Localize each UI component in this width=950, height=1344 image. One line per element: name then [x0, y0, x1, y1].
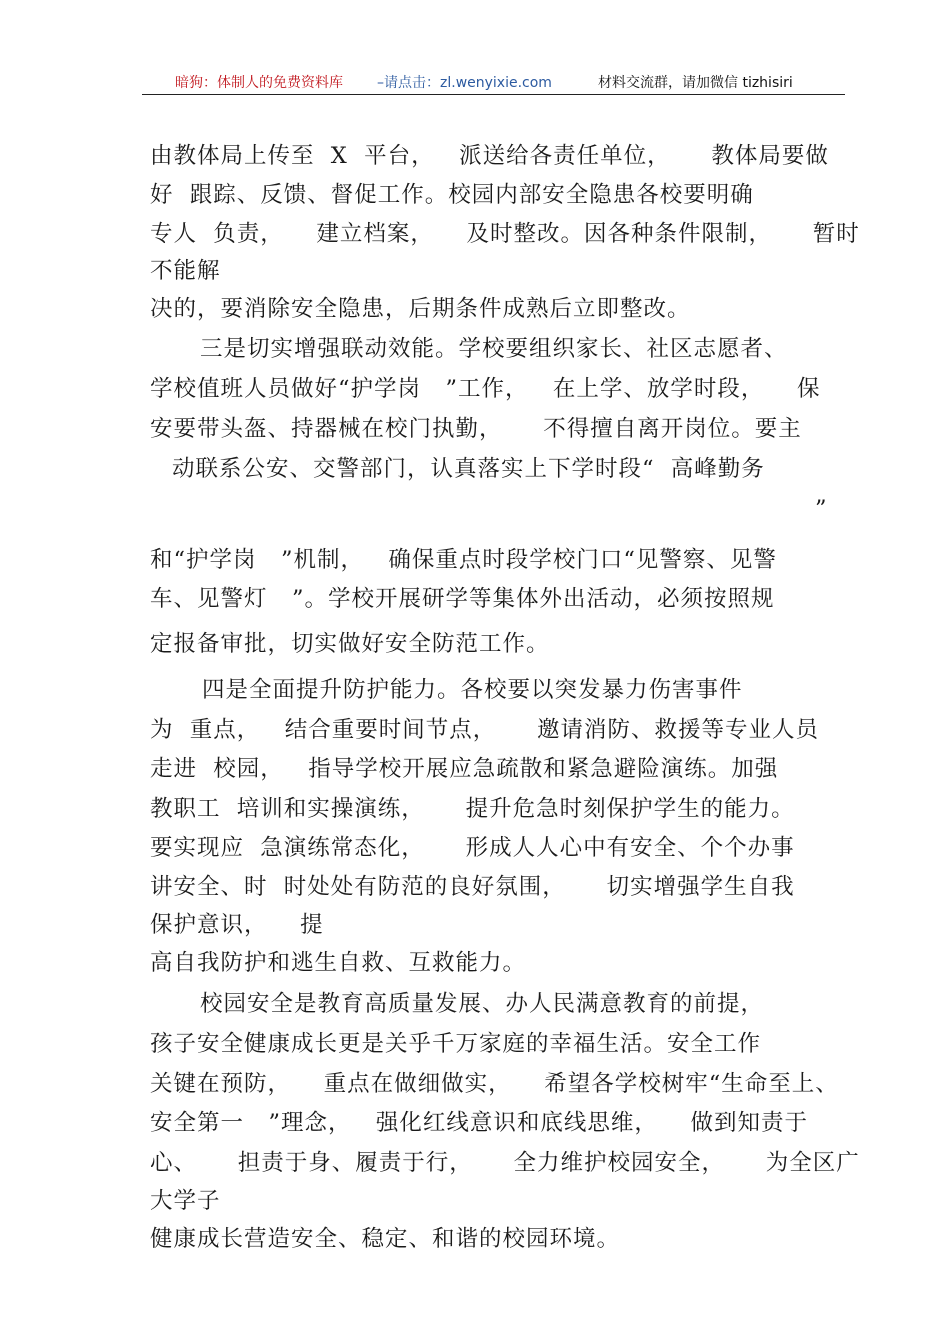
text-line: 专人 负责， 建立档案， 及时整改。因各种条件限制， 暂时: [150, 221, 860, 247]
paragraph-start: 四是全面提升防护能力。各校要以突发暴力伤害事件: [202, 677, 743, 703]
text-line: 健康成长营造安全、稳定、和谐的校园环境。: [150, 1226, 621, 1252]
text-line: 学校值班人员做好“护学岗 ”工作， 在上学、放学时段， 保: [150, 376, 821, 402]
text-line: 车、见警灯 ”。学校开展研学等集体外出活动，必须按照规: [150, 586, 775, 612]
text-line: 讲安全、时 时处处有防范的良好氛围， 切实增强学生自我: [150, 874, 795, 900]
text-line: 心、 担责于身、履责于行， 全力维护校园安全， 为全区广: [150, 1150, 860, 1176]
header-site-name: 暗狗：体制人的免费资料库: [175, 75, 343, 91]
text-line: 动联系公安、交警部门，认真落实上下学时段“ 高峰勤务: [172, 456, 765, 482]
text-line: 安全第一 ”理念， 强化红线意识和底线思维， 做到知责于: [150, 1110, 809, 1136]
text-line: 决的，要消除安全隐患，后期条件成熟后立即整改。: [150, 296, 691, 322]
text-line: 走进 校园， 指导学校开展应急疏散和紧急避险演练。加强: [150, 756, 779, 782]
text-line: 好 跟踪、反馈、督促工作。校园内部安全隐患各校要明确: [150, 182, 754, 208]
text-line: 不能解: [150, 258, 221, 284]
text-line: 由教体局上传至 X 平台， 派送给各责任单位， 教体局要做: [150, 143, 829, 169]
text-line: 关键在预防， 重点在做细做实， 希望各学校树牢“生命至上、: [150, 1071, 839, 1097]
text-line: 保护意识， 提: [150, 912, 324, 938]
header-link[interactable]: –请点击：zl.wenyixie.com: [377, 75, 552, 91]
text-line: 大学子: [150, 1188, 221, 1214]
text-line: 孩子安全健康成长更是关乎千万家庭的幸福生活。安全工作: [150, 1031, 762, 1057]
text-line: 为 重点， 结合重要时间节点， 邀请消防、救援等专业人员: [150, 717, 820, 743]
text-line: 和“护学岗 ”机制， 确保重点时段学校门口“见警察、见警: [150, 547, 777, 573]
text-line: 教职工 培训和实操演练， 提升危急时刻保护学生的能力。: [150, 796, 795, 822]
text-line: 要实现应 急演练常态化， 形成人人心中有安全、个个办事: [150, 835, 795, 861]
text-line: 高自我防护和逃生自救、互救能力。: [150, 950, 527, 976]
paragraph-start: 校园安全是教育高质量发展、办人民满意教育的前提，: [200, 991, 765, 1017]
paragraph-start: 三是切实增强联动效能。学校要组织家长、社区志愿者、: [200, 336, 788, 362]
text-line: ”: [815, 496, 828, 522]
header-contact: 材料交流群，请加微信 tizhisiri: [598, 75, 793, 91]
page-header: [142, 72, 845, 95]
text-line: 定报备审批，切实做好安全防范工作。: [150, 631, 550, 657]
text-line: 安要带头盔、持器械在校门执勤， 不得擅自离开岗位。要主: [150, 416, 802, 442]
